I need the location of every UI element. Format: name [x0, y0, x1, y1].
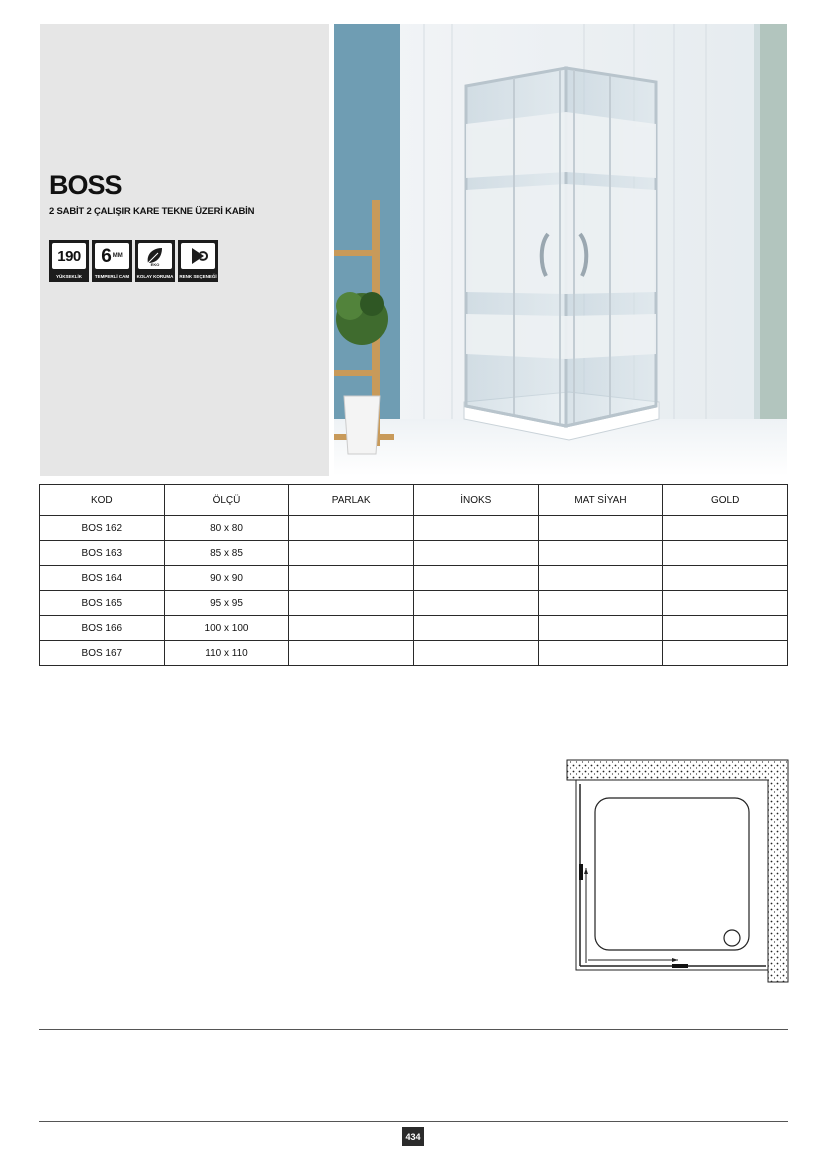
cell-inoks — [413, 591, 538, 616]
cell-size: 80 x 80 — [164, 516, 289, 541]
product-photo — [334, 24, 787, 476]
cell-size: 85 x 85 — [164, 541, 289, 566]
table-row — [40, 566, 788, 591]
cell-mat-siyah — [538, 591, 663, 616]
cell-parlak — [289, 616, 414, 641]
cell-size: 110 x 110 — [164, 641, 289, 666]
col-header-parlak: PARLAK — [289, 485, 414, 516]
product-title: BOSS — [49, 170, 122, 200]
col-header-kod: KOD — [40, 485, 165, 516]
cell-inoks — [413, 541, 538, 566]
tray-basin — [595, 798, 749, 950]
product-subtitle: 2 SABİT 2 ÇALIŞIR KARE TEKNE ÜZERİ KABİN — [49, 206, 255, 217]
spec-table — [39, 484, 788, 666]
badge-height — [49, 240, 89, 282]
table-row — [40, 616, 788, 641]
cell-inoks — [413, 641, 538, 666]
cell-gold — [663, 641, 788, 666]
table-row — [40, 541, 788, 566]
cell-size: 95 x 95 — [164, 591, 289, 616]
col-header-olcu: ÖLÇÜ — [164, 485, 289, 516]
badge-caption: YÜKSEKLİK — [55, 274, 82, 279]
cell-mat-siyah — [538, 541, 663, 566]
drain-icon — [724, 930, 740, 946]
cell-gold — [663, 616, 788, 641]
table-row — [40, 591, 788, 616]
badge-color — [178, 240, 218, 282]
badge-coating — [135, 240, 175, 282]
cell-code: BOS 164 — [40, 566, 165, 591]
col-header-gold: GOLD — [663, 485, 788, 516]
plan-diagram — [566, 758, 789, 984]
cell-parlak — [289, 516, 414, 541]
table-row — [40, 641, 788, 666]
cell-code: BOS 167 — [40, 641, 165, 666]
cell-parlak — [289, 541, 414, 566]
cell-parlak — [289, 591, 414, 616]
table-row — [40, 516, 788, 541]
table-header-row — [40, 485, 788, 516]
leaf-coating-icon — [142, 245, 168, 267]
cell-code: BOS 162 — [40, 516, 165, 541]
wall-section — [567, 760, 788, 982]
cell-inoks — [413, 516, 538, 541]
badge-caption: TEMPERLİ CAM — [94, 274, 130, 279]
cell-mat-siyah — [538, 566, 663, 591]
cell-code: BOS 165 — [40, 591, 165, 616]
cell-inoks — [413, 616, 538, 641]
cell-gold — [663, 566, 788, 591]
footer-divider — [39, 1121, 788, 1122]
cell-parlak — [289, 566, 414, 591]
cell-gold — [663, 591, 788, 616]
feature-badges — [49, 240, 218, 282]
cell-gold — [663, 516, 788, 541]
cell-code: BOS 166 — [40, 616, 165, 641]
badge-glass — [92, 240, 132, 282]
cell-mat-siyah — [538, 641, 663, 666]
height-icon: 190 — [57, 247, 81, 265]
cell-inoks — [413, 566, 538, 591]
cell-gold — [663, 541, 788, 566]
cell-mat-siyah — [538, 516, 663, 541]
cell-code: BOS 163 — [40, 541, 165, 566]
col-header-mat-siyah: MAT SİYAH — [538, 485, 663, 516]
color-option-icon — [185, 245, 211, 267]
badge-caption: RENK SEÇENEĞİ — [179, 274, 217, 279]
svg-text:EKO: EKO — [150, 262, 160, 267]
page-number: 434 — [402, 1127, 424, 1146]
badge-caption: KOLAY KORUMA — [136, 274, 174, 279]
divider — [39, 1029, 788, 1030]
col-header-inoks: İNOKS — [413, 485, 538, 516]
badge-unit: MM — [112, 253, 123, 259]
cell-parlak — [289, 641, 414, 666]
cell-size: 90 x 90 — [164, 566, 289, 591]
glass-thickness-icon: 6 — [101, 245, 112, 267]
cell-mat-siyah — [538, 616, 663, 641]
cell-size: 100 x 100 — [164, 616, 289, 641]
